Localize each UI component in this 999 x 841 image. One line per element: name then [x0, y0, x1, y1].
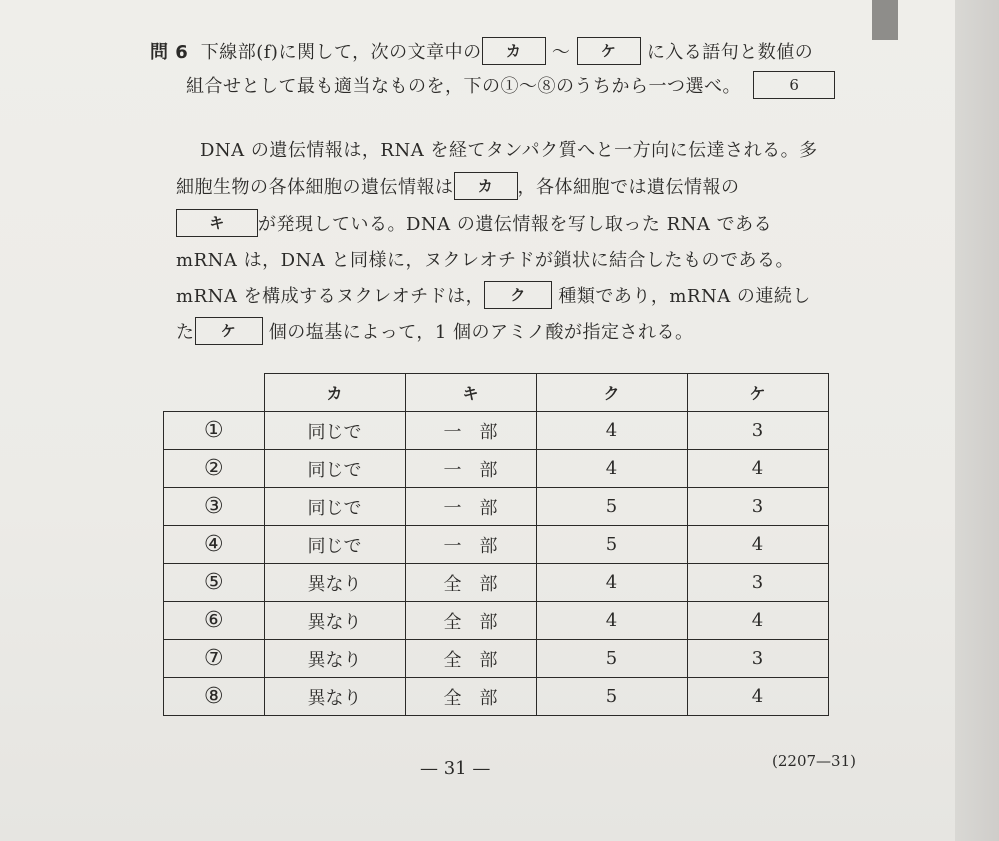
table-cell: 4 [536, 564, 687, 602]
table-cell: 異なり [264, 564, 405, 602]
passage-text: が発現している。DNA の遺伝情報を写し取った RNA である [258, 214, 773, 235]
choice-number: ① [164, 412, 265, 450]
table-header-row [164, 374, 829, 412]
passage-text: ，各体細胞では遺伝情報の [517, 177, 740, 198]
table-cell: 4 [536, 450, 687, 488]
passage-line-4: mRNA は，DNA と同様に，ヌクレオチドが鎖状に結合したものである。 [176, 250, 794, 271]
table-cell: 3 [687, 412, 828, 450]
table-cell: 4 [687, 450, 828, 488]
table-row [164, 564, 829, 602]
table-row [164, 450, 829, 488]
table-cell: 全 部 [405, 640, 536, 678]
underlying-page-edge [955, 0, 999, 841]
passage-text: 個の塩基によって，1 個のアミノ酸が指定される。 [268, 322, 694, 343]
table-cell: 一 部 [405, 412, 536, 450]
show-through-text [250, 6, 255, 25]
table-cell: 異なり [264, 678, 405, 716]
choice-number: ② [164, 450, 265, 488]
passage-text: 細胞生物の各体細胞の遺伝情報は [176, 177, 454, 198]
table-row [164, 640, 829, 678]
passage-line-5 [176, 282, 811, 311]
answer-number-box: 6 [753, 71, 835, 99]
question-label: 問 6 [150, 42, 189, 63]
question-line-2 [186, 72, 835, 101]
table-cell: 4 [687, 526, 828, 564]
index-tab-mark [872, 0, 898, 40]
choice-number: ⑥ [164, 602, 265, 640]
passage-text: 種類であり，mRNA の連続し [558, 286, 811, 307]
blank-ki: キ [176, 209, 258, 237]
choice-number: ③ [164, 488, 265, 526]
table-header-cell [164, 374, 265, 412]
table-cell: 異なり [264, 602, 405, 640]
blank-ku: ク [484, 281, 552, 309]
answer-choices-table [163, 373, 829, 716]
passage-line-3 [176, 210, 772, 239]
table-row [164, 678, 829, 716]
choice-number: ⑦ [164, 640, 265, 678]
exam-code: (2207—31) [772, 752, 856, 770]
passage-line-2 [176, 173, 740, 202]
table-cell: 異なり [264, 640, 405, 678]
table-header-cell: キ [405, 374, 536, 412]
choice-number: ④ [164, 526, 265, 564]
table-cell: 3 [687, 564, 828, 602]
table-cell: 4 [687, 602, 828, 640]
table-cell: 同じで [264, 488, 405, 526]
table-cell: 4 [687, 678, 828, 716]
table-header-cell: ケ [687, 374, 828, 412]
table-cell: 5 [536, 488, 687, 526]
table-cell: 同じで [264, 526, 405, 564]
passage-line-6 [176, 318, 694, 347]
table-cell: 3 [687, 488, 828, 526]
blank-box-ka: カ [482, 37, 546, 65]
tilde: 〜 [551, 42, 571, 63]
table-cell: 同じで [264, 450, 405, 488]
table-row [164, 488, 829, 526]
table-cell: 3 [687, 640, 828, 678]
table-cell: 5 [536, 678, 687, 716]
table-row [164, 602, 829, 640]
table-cell: 5 [536, 640, 687, 678]
table-cell: 一 部 [405, 450, 536, 488]
table-cell: 一 部 [405, 488, 536, 526]
table-cell: 5 [536, 526, 687, 564]
question-text-b: に入る語句と数値の [646, 42, 814, 63]
choice-number: ⑤ [164, 564, 265, 602]
question-text-c: 組合せとして最も適当なものを，下の①〜⑧のうちから一つ選べ。 [186, 76, 741, 97]
table-header-cell: カ [264, 374, 405, 412]
passage-line-1: DNA の遺伝情報は，RNA を経てタンパク質へと一方向に伝達される。多 [200, 140, 818, 161]
table-row [164, 526, 829, 564]
blank-ka: カ [454, 172, 518, 200]
table-cell: 4 [536, 412, 687, 450]
blank-ke: ケ [195, 317, 263, 345]
passage-text: mRNA を構成するヌクレオチドは， [176, 286, 485, 307]
table-header-cell: ク [536, 374, 687, 412]
passage-text: た [176, 322, 195, 343]
table-cell: 4 [536, 602, 687, 640]
table-cell: 全 部 [405, 678, 536, 716]
table-row [164, 412, 829, 450]
question-line-1 [150, 38, 813, 67]
table-cell: 全 部 [405, 602, 536, 640]
page-number: — 31 — [420, 758, 491, 779]
table-cell: 全 部 [405, 564, 536, 602]
table-cell: 一 部 [405, 526, 536, 564]
table-cell: 同じで [264, 412, 405, 450]
choice-number: ⑧ [164, 678, 265, 716]
question-text-a: 下線部(f)に関して，次の文章中の [200, 42, 482, 63]
blank-box-ke: ケ [577, 37, 641, 65]
